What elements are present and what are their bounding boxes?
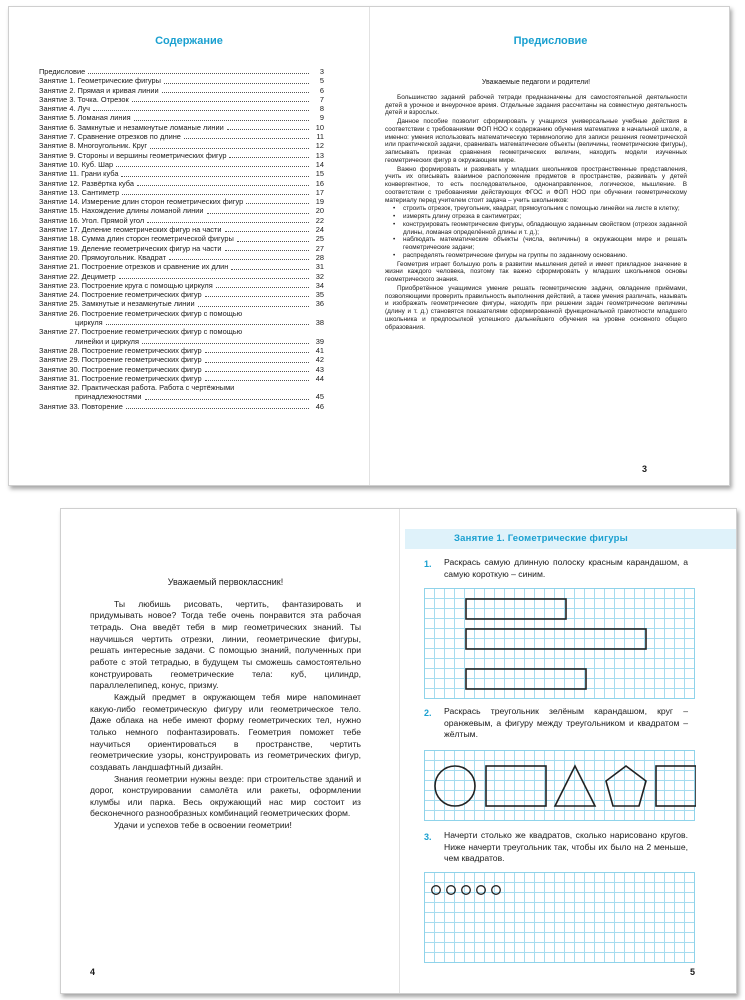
toc-entry-label: Занятие 10. Куб. Шар bbox=[39, 159, 114, 169]
toc-page-number: 5 bbox=[319, 76, 324, 86]
toc-page-number: 38 bbox=[315, 318, 324, 328]
task-text: Раскрась самую длинную полоску красным карандашом, а самую короткую – синим. bbox=[444, 557, 688, 579]
toc-entry-label: Занятие 19. Деление геометрических фигур на части bbox=[39, 243, 222, 253]
toc-page-number: 9 bbox=[319, 113, 324, 123]
stripes-figure bbox=[425, 589, 696, 700]
toc-leader-dots bbox=[207, 213, 309, 214]
toc-entry bbox=[39, 244, 324, 253]
preface-paragraph: Важно формировать и развивать у младших школьников пространственные представления, учить их описывать взаимное расположение предметов в пространстве, развивать у детей конвергентное, то есть последовательное, однонаправленное, логическое, мышление. В соответствии с требованиями действующих ФГОС и ФОП НОО при обучении геометрическому материалу перед учителем стоит задача – учить школьников: bbox=[385, 165, 687, 204]
toc-entry-continuation bbox=[39, 337, 324, 346]
toc-leader-dots bbox=[147, 222, 309, 223]
toc-leader-dots bbox=[119, 278, 309, 279]
toc-entry bbox=[39, 104, 324, 113]
lesson-title: Занятие 1. Геометрические фигуры bbox=[454, 533, 628, 544]
toc-entry bbox=[39, 76, 324, 85]
toc-entry-label: Занятие 11. Грани куба bbox=[39, 169, 119, 179]
toc-entry-label: Занятие 23. Построение круга с помощью циркуля bbox=[39, 280, 213, 290]
toc-page-number: 41 bbox=[315, 345, 324, 355]
toc-page-number: 12 bbox=[315, 141, 324, 151]
toc-entry bbox=[39, 151, 324, 160]
task-text: Начерти столько же квадратов, сколько нарисовано кругов. Ниже начерти треугольник так, чтобы их было на 2 меньше, чем квадратов. bbox=[444, 830, 688, 863]
toc-leader-dots bbox=[198, 306, 309, 307]
toc-leader-dots bbox=[142, 343, 309, 344]
stripe-long bbox=[466, 629, 646, 649]
pentagon-shape bbox=[606, 766, 646, 806]
toc-leader-dots bbox=[88, 73, 309, 74]
toc-entry bbox=[39, 253, 324, 262]
toc-entry-label: Занятие 6. Замкнутые и незамкнутые ломаные линии bbox=[39, 122, 224, 132]
letter-greeting: Уважаемый первоклассник! bbox=[167, 577, 284, 587]
page-number: 3 bbox=[642, 464, 648, 474]
toc-entry-label: Занятие 24. Построение геометрических фигур bbox=[39, 290, 202, 300]
toc-leader-dots bbox=[227, 129, 309, 130]
toc-entry-label: Занятие 29. Построение геометрических фигур bbox=[39, 355, 202, 365]
toc-entry-label: Занятие 22. Дециметр bbox=[39, 271, 116, 281]
triangle-shape bbox=[555, 766, 595, 806]
toc-leader-dots bbox=[237, 241, 309, 242]
small-circle bbox=[462, 886, 471, 895]
toc-page-number: 17 bbox=[315, 187, 324, 197]
contents-page bbox=[9, 7, 369, 485]
small-circle bbox=[432, 886, 441, 895]
toc-entry-label: Занятие 31. Построение геометрических фигур bbox=[39, 373, 202, 383]
toc-page-number: 44 bbox=[315, 373, 324, 383]
toc-leader-dots bbox=[134, 120, 309, 121]
toc-entry bbox=[39, 355, 324, 364]
contents-list bbox=[39, 67, 324, 411]
toc-entry bbox=[39, 216, 324, 225]
toc-page-number: 32 bbox=[315, 271, 324, 281]
toc-entry bbox=[39, 374, 324, 383]
toc-entry-label: Занятие 13. Сантиметр bbox=[39, 187, 120, 197]
letter-body bbox=[90, 577, 361, 832]
toc-page-number: 19 bbox=[315, 197, 324, 207]
preface-paragraph: Большинство заданий рабочей тетради предназначены для самостоятельной деятельности детей в урочное и внеурочное время. Отдельные задания рассчитаны на совместную деятельность детей и взрослых. bbox=[385, 93, 687, 117]
toc-entry-label: Занятие 30. Построение геометрических фигур bbox=[39, 364, 202, 374]
toc-entry bbox=[39, 67, 324, 76]
toc-entry-label: Занятие 33. Повторение bbox=[39, 401, 123, 411]
toc-leader-dots bbox=[231, 269, 309, 270]
toc-entry-label: Занятие 18. Сумма длин сторон геометрической фигуры bbox=[39, 234, 234, 244]
toc-page-number: 20 bbox=[315, 206, 324, 216]
shapes-figure bbox=[425, 751, 696, 822]
toc-entry-label: циркуля bbox=[75, 318, 103, 328]
preface-paragraph: Данное пособие позволит сформировать у учащихся универсальные учебные действия в соответствии с требованиями ФОП НОО к содержанию обучения математике в начальной школе, а именно: умения использовать математическую терминологию для записи решения геометрической или практической задачи, сравнивать математические объекты (величины, геометрические фигуры), записывать признак сравнения геометрических величин, находить модели изученных геометрических фигур в окружающем мире. bbox=[385, 118, 687, 164]
toc-entry-label: Занятие 14. Измерение длин сторон геометрических фигур bbox=[39, 197, 244, 207]
toc-entry bbox=[39, 327, 324, 336]
toc-page-number: 15 bbox=[315, 169, 324, 179]
task-text: Раскрась треугольник зелёным карандашом, круг – оранжевым, а фигуру между треугольником и квадратом – жёлтым. bbox=[444, 706, 688, 739]
toc-entry bbox=[39, 262, 324, 271]
toc-leader-dots bbox=[116, 166, 309, 167]
letter-paragraph: Удачи и успехов тебе в освоении геометрии! bbox=[114, 820, 292, 831]
small-circle bbox=[492, 886, 501, 895]
preface-title: Предисловие bbox=[513, 35, 588, 47]
toc-entry-continuation bbox=[39, 318, 324, 327]
toc-leader-dots bbox=[93, 110, 309, 111]
preface-bullet: • распределять геометрические фигуры на группы по заданному основанию. bbox=[385, 252, 687, 260]
toc-leader-dots bbox=[216, 287, 309, 288]
toc-page-number: 46 bbox=[315, 401, 324, 411]
toc-entry bbox=[39, 132, 324, 141]
toc-page-number: 45 bbox=[315, 392, 324, 402]
toc-page-number: 6 bbox=[319, 85, 324, 95]
toc-page-number: 14 bbox=[315, 159, 324, 169]
toc-entry-label: Занятие 3. Точка. Отрезок bbox=[39, 94, 129, 104]
toc-page-number: 22 bbox=[315, 215, 324, 225]
preface-paragraph: Геометрия играет большую роль в развитии мышления детей и имеет прикладное значение в жизни каждого человека, поэтому так важно сформировать у младших школьников основы геометрического знания. bbox=[385, 260, 687, 283]
toc-leader-dots bbox=[137, 185, 309, 186]
toc-entry-label: Занятие 25. Замкнутые и незамкнутые линии bbox=[39, 299, 195, 309]
toc-page-number: 31 bbox=[315, 262, 324, 272]
preface-greeting: Уважаемые педагоги и родители! bbox=[481, 79, 591, 86]
toc-leader-dots bbox=[225, 231, 309, 232]
toc-page-number: 8 bbox=[319, 104, 324, 114]
top-spread bbox=[8, 6, 730, 486]
stripe-short bbox=[466, 669, 586, 689]
toc-entry bbox=[39, 402, 324, 411]
toc-leader-dots bbox=[122, 194, 309, 195]
page-gutter bbox=[399, 509, 400, 993]
toc-entry bbox=[39, 383, 324, 392]
letter-paragraph: Каждый предмет в окружающем тебя мире напоминает какую-либо геометрическую фигуру или геометрическое тело. Даже облака на небе имеют форму геометрических тел, нужно только немного пофантазировать. Геометрия поможет тебе научиться ориентироваться в пространстве, чертить геометрические узоры, конструировать из геометрических фигур, создавать ландшафтный дизайн. bbox=[90, 691, 361, 772]
toc-leader-dots bbox=[162, 92, 309, 93]
toc-entry-label: Занятие 17. Деление геометрических фигур на части bbox=[39, 225, 222, 235]
toc-entry-label: Занятие 1. Геометрические фигуры bbox=[39, 76, 161, 86]
toc-page-number: 7 bbox=[319, 94, 324, 104]
toc-entry-label: Занятие 15. Нахождение длины ломаной линии bbox=[39, 206, 204, 216]
circles-figure bbox=[425, 873, 696, 964]
letter-paragraph: Знания геометрии нужны везде: при строительстве зданий и дорог, конструировании самолёта или ракеты, оформлении клумбы или парка. Весь окружающий нас мир состоит из бесконечного разнообразных комбинаций геометрических форм. bbox=[90, 773, 361, 819]
toc-page-number: 42 bbox=[315, 355, 324, 365]
toc-entry bbox=[39, 272, 324, 281]
toc-entry-label: Предисловие bbox=[39, 67, 86, 76]
letter-paragraph: Ты любишь рисовать, чертить, фантазировать и придумывать новое? Тогда тебе очень понравится эта рабочая тетрадь. Она введёт тебя в мир геометрических знаний. Ты научишься чертить отрезки, линии, геометрические фигуры, решать интересные задачи. С помощью знаний, полученных при работе с этой тетрадью, в будущем ты сможешь самостоятельно конструировать геометрические тела: куб, цилиндр, параллелепипед, конус, призму. bbox=[90, 598, 361, 691]
toc-leader-dots bbox=[145, 399, 309, 400]
toc-entry bbox=[39, 179, 324, 188]
toc-entry-label: Занятие 32. Практическая работа. Работа с чертёжными bbox=[39, 383, 235, 393]
toc-entry bbox=[39, 234, 324, 243]
toc-leader-dots bbox=[106, 324, 309, 325]
toc-entry-label: Занятие 8. Многоугольник. Круг bbox=[39, 141, 148, 151]
preface-bullet: • измерять длину отрезка в сантиметрах; bbox=[385, 213, 687, 221]
task-number: 2. bbox=[424, 708, 432, 718]
toc-entry bbox=[39, 160, 324, 169]
toc-page-number: 39 bbox=[315, 336, 324, 346]
toc-entry-label: Занятие 4. Луч bbox=[39, 104, 91, 114]
toc-leader-dots bbox=[205, 371, 309, 372]
toc-entry bbox=[39, 299, 324, 308]
toc-leader-dots bbox=[121, 176, 309, 177]
circle-shape bbox=[435, 766, 475, 806]
toc-entry bbox=[39, 206, 324, 215]
toc-leader-dots bbox=[246, 203, 309, 204]
toc-page-number: 25 bbox=[315, 234, 324, 244]
preface-bullet: • конструировать геометрические фигуры, обладающую заданным свойством (отрезок заданной длины, ломаная определённой длины и т. д.); bbox=[385, 221, 687, 237]
toc-entry bbox=[39, 188, 324, 197]
toc-entry bbox=[39, 197, 324, 206]
grid-area bbox=[424, 750, 695, 821]
toc-leader-dots bbox=[205, 296, 309, 297]
toc-entry bbox=[39, 365, 324, 374]
grid-area bbox=[424, 872, 695, 963]
task-number: 1. bbox=[424, 559, 432, 569]
preface-bullet-list bbox=[385, 205, 687, 259]
toc-leader-dots bbox=[132, 101, 309, 102]
toc-entry-label: Занятие 5. Ломаная линия bbox=[39, 113, 131, 123]
toc-page-number: 28 bbox=[315, 252, 324, 262]
toc-page-number: 24 bbox=[315, 225, 324, 235]
bottom-spread bbox=[60, 508, 737, 994]
toc-entry bbox=[39, 123, 324, 132]
toc-entry-label: Занятие 28. Построение геометрических фигур bbox=[39, 345, 202, 355]
toc-entry-label: Занятие 7. Сравнение отрезков по длине bbox=[39, 132, 181, 142]
small-circle bbox=[447, 886, 456, 895]
toc-entry bbox=[39, 309, 324, 318]
toc-page-number: 35 bbox=[315, 290, 324, 300]
toc-entry-label: Занятие 26. Построение геометрических фигур с помощью bbox=[39, 308, 243, 318]
toc-entry-continuation bbox=[39, 392, 324, 401]
toc-leader-dots bbox=[205, 380, 309, 381]
toc-leader-dots bbox=[150, 148, 309, 149]
square-shape bbox=[656, 766, 696, 806]
toc-page-number: 36 bbox=[315, 299, 324, 309]
toc-entry bbox=[39, 346, 324, 355]
toc-entry bbox=[39, 113, 324, 122]
toc-entry-label: принадлежностями bbox=[75, 392, 142, 402]
toc-page-number: 3 bbox=[319, 67, 324, 76]
toc-page-number: 43 bbox=[315, 364, 324, 374]
toc-entry-label: Занятие 16. Угол. Прямой угол bbox=[39, 215, 145, 225]
page-number: 4 bbox=[90, 967, 96, 977]
toc-leader-dots bbox=[184, 138, 309, 139]
toc-entry bbox=[39, 95, 324, 104]
toc-entry-label: Занятие 21. Построение отрезков и сравнение их длин bbox=[39, 262, 229, 272]
preface-bullet: • наблюдать математические объекты (числа, величины) в окружающем мире и решать геометрические задачи; bbox=[385, 236, 687, 252]
toc-leader-dots bbox=[169, 259, 309, 260]
toc-entry bbox=[39, 290, 324, 299]
toc-entry-label: Занятие 20. Прямоугольник. Квадрат bbox=[39, 252, 167, 262]
preface-bullet: • строить отрезок, треугольник, квадрат, прямоугольник с помощью линейки на листе в клетку; bbox=[385, 205, 687, 213]
toc-page-number: 34 bbox=[315, 280, 324, 290]
toc-leader-dots bbox=[126, 408, 309, 409]
toc-leader-dots bbox=[205, 362, 309, 363]
toc-entry bbox=[39, 281, 324, 290]
preface-paragraph: Приобретённое учащимися умение решать геометрические задачи, овладение приёмами, позволяющими проверить правильность выполнения действий, а также умения различать, называть и изображать геометрические фигуры, находить при решении задач геометрические величины (длину и т. д.) становятся показателями сформированной функциональной грамотности младшего школьника и предпосылкой успешного дальнейшего обучения на уровне основного общего образования. bbox=[385, 284, 687, 331]
toc-entry-label: Занятие 12. Развёртка куба bbox=[39, 178, 134, 188]
toc-leader-dots bbox=[225, 250, 309, 251]
toc-page-number: 13 bbox=[315, 150, 324, 160]
toc-entry-label: Занятие 27. Построение геометрических фигур с помощью bbox=[39, 327, 243, 337]
toc-page-number: 27 bbox=[315, 243, 324, 253]
preface-body bbox=[385, 79, 687, 332]
contents-title: Содержание bbox=[155, 35, 223, 47]
toc-page-number: 11 bbox=[316, 132, 324, 142]
task-number: 3. bbox=[424, 832, 432, 842]
toc-entry-label: Занятие 9. Стороны и вершины геометрических фигур bbox=[39, 150, 227, 160]
toc-entry bbox=[39, 225, 324, 234]
toc-entry-label: Занятие 2. Прямая и кривая линии bbox=[39, 85, 159, 95]
toc-leader-dots bbox=[229, 157, 309, 158]
small-circle bbox=[477, 886, 486, 895]
toc-page-number: 16 bbox=[315, 178, 324, 188]
toc-entry-label: линейки и циркуля bbox=[75, 336, 139, 346]
page-number: 5 bbox=[690, 967, 696, 977]
toc-entry bbox=[39, 141, 324, 150]
rectangle-shape bbox=[486, 766, 546, 806]
toc-leader-dots bbox=[164, 83, 309, 84]
toc-entry bbox=[39, 169, 324, 178]
stripe-medium bbox=[466, 599, 566, 619]
toc-entry bbox=[39, 86, 324, 95]
toc-leader-dots bbox=[205, 352, 309, 353]
grid-area bbox=[424, 588, 695, 699]
toc-page-number: 10 bbox=[315, 122, 324, 132]
